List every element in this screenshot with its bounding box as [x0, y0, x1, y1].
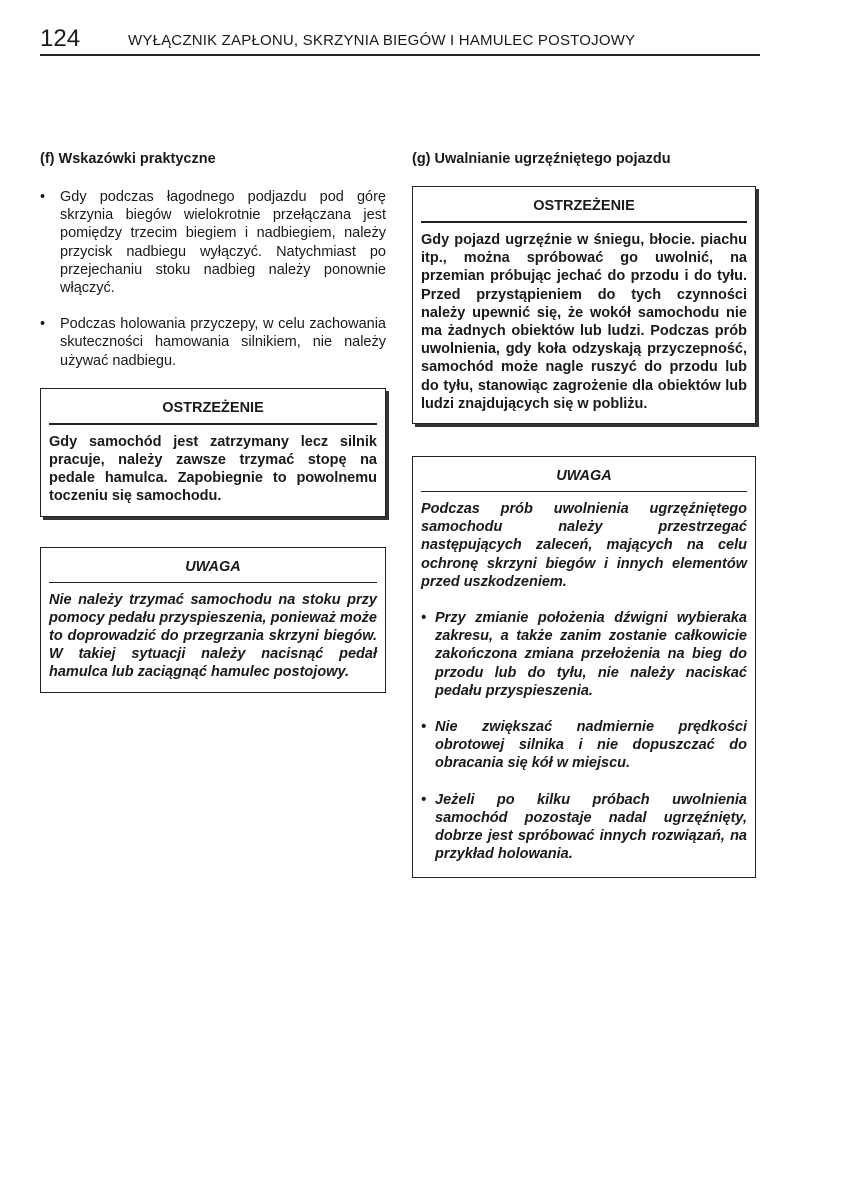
warning-text: Gdy samochód jest zatrzymany lecz silnik pracuje, należy zawsze trzymać stopę na pedale hamulca. Zapobiegnie to powolnemu toczeniu się samochodu. — [49, 433, 377, 505]
list-item — [421, 609, 747, 700]
bullet-icon: • — [421, 791, 427, 808]
bullet-icon: • — [421, 610, 427, 627]
section-heading-f: (f) Wskazówki praktyczne — [40, 151, 216, 167]
notice-list — [421, 609, 747, 863]
notice-title: UWAGA — [49, 556, 377, 583]
list-item — [40, 188, 386, 297]
notice-text: Nie należy trzymać samochodu na stoku przy pomocy pedału przyspieszenia, ponieważ może to doprowadzić do przegrzania skrzyni biegów. W takiej sytuacji należy nacisnąć pedał hamulca lub zaciągnąć hamulec postojowy. — [49, 591, 377, 681]
list-item — [421, 791, 747, 864]
warning-title: OSTRZEŻENIE — [49, 397, 377, 425]
list-item-text: Przy zmianie położenia dźwigni wybieraka zakresu, a także zanim zostanie całkowicie zakończona zmiana przełożenia na bieg do przodu lub do tyłu, nie należy naciskać pedału przyspieszenia. — [435, 610, 747, 699]
list-item-text: Nie zwiększać nadmiernie prędkości obrotowej silnika i nie dopuszczać do obracania się kół w miejscu. — [435, 719, 747, 772]
tips-list — [40, 188, 386, 370]
notice-intro: Podczas prób uwolnienia ugrzęźniętego samochodu należy przestrzegać następujących zaleceń, mających na celu ochronę skrzyni biegów i innych elementów przed uszkodzeniem. — [421, 501, 747, 590]
list-item — [40, 315, 386, 370]
bullet-icon: • — [40, 316, 46, 333]
chapter-title: WYŁĄCZNIK ZAPŁONU, SKRZYNIA BIEGÓW I HAMULEC POSTOJOWY — [128, 32, 636, 49]
section-heading-g: (g) Uwalnianie ugrzęźniętego pojazdu — [412, 151, 671, 167]
notice-box-right — [412, 456, 756, 878]
warning-text: Gdy pojazd ugrzęźnie w śniegu, błocie. piachu itp., można spróbować go uwolnić, na przemian próbując jechać do przodu i do tyłu. Przed przystąpieniem do tych czynności należy upewnić się, że wokół samochodu nie ma żadnych obiektów lub ludzi. Podczas prób uwolnienia, gdy koła odzyskają przyczepność, samochód może nagle ruszyć do przodu lub do tyłu, stanowiąc zagrożenie dla obiektów lub ludzi znajdujących się w pobliżu. — [421, 232, 747, 412]
left-column — [40, 150, 386, 693]
list-item-text: Gdy podczas łagodnego podjazdu pod górę skrzynia biegów wielokrotnie przełączana jest pomiędzy trzecim biegiem i nadbiegiem, należy przycisk nadbiegu wyłączyć. Natychmiast po przejechaniu stoku nadbieg należy ponownie włączyć. — [60, 189, 386, 297]
warning-title: OSTRZEŻENIE — [421, 195, 747, 223]
warning-box-left — [40, 388, 386, 517]
list-item-text: Podczas holowania przyczepy, w celu zachowania skuteczności hamowania silnikiem, nie należy używać nadbiegu. — [60, 316, 386, 369]
notice-title: UWAGA — [421, 465, 747, 492]
right-column — [412, 150, 756, 878]
warning-box-right — [412, 186, 756, 424]
bullet-icon: • — [40, 189, 46, 205]
bullet-icon: • — [421, 719, 427, 736]
page-header — [40, 26, 760, 56]
notice-box-left — [40, 547, 386, 693]
list-item-text: Jeżeli po kilku próbach uwolnienia samochód pozostaje nadal ugrzęźnięty, dobrze jest spróbować innych rozwiązań, na przykład holowania. — [435, 791, 747, 863]
page-number: 124 — [40, 25, 81, 52]
list-item — [421, 718, 747, 773]
